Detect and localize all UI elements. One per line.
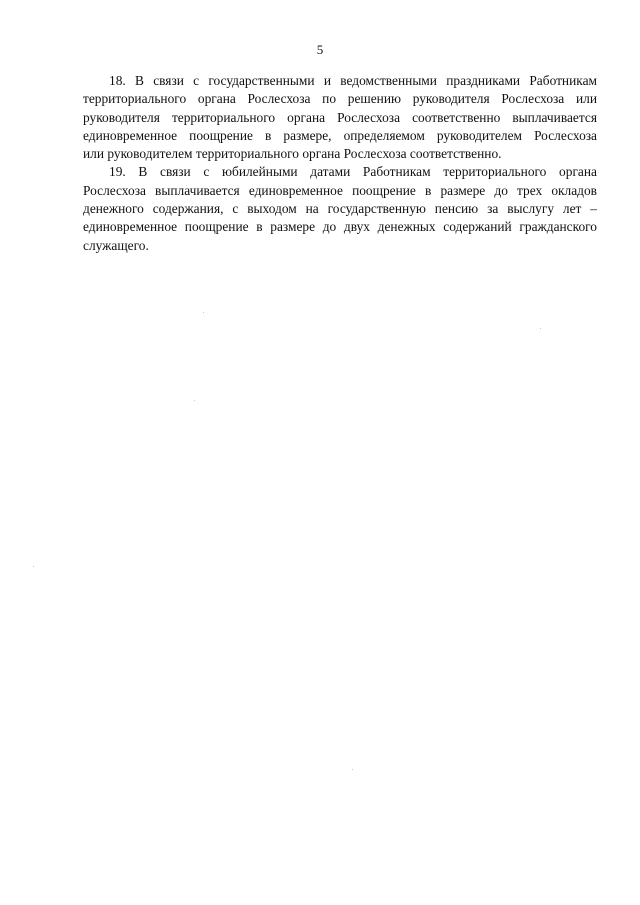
paragraph-line: территориального органа Рослесхоза по решению руководителя Рослесхоза или (83, 91, 597, 107)
paragraph-line: единовременное поощрение в размере, определяемом руководителем Рослесхоза (83, 127, 597, 143)
scan-speck (540, 328, 541, 329)
paragraph-line: 18. В связи с государственными и ведомственными праздниками Работникам (109, 73, 597, 88)
paragraph-19 (57, 163, 597, 254)
paragraph-line: Рослесхоза выплачивается единовременное поощрение в размере до трех окладов (83, 182, 597, 198)
paragraph-18 (57, 72, 597, 163)
scan-speck (352, 769, 353, 770)
paragraph-line: 19. В связи с юбилейными датами Работникам территориального органа (109, 164, 597, 180)
paragraph-line: руководителя территориального органа Рослесхоза соответственно выплачивается (83, 109, 597, 125)
scan-speck (203, 312, 204, 313)
document-body (57, 72, 597, 255)
paragraph-line: или руководителем территориального органа Рослесхоза соответственно. (83, 146, 502, 162)
page-number: 5 (316, 42, 324, 57)
paragraph-line: денежного содержания, с выходом на государственную пенсию за выслугу лет – (83, 201, 597, 217)
scan-speck (33, 566, 34, 567)
paragraph-line: служащего. (83, 237, 149, 253)
paragraph-line: единовременное поощрение в размере до двух денежных содержаний гражданского (83, 219, 597, 235)
scan-speck (194, 400, 195, 401)
